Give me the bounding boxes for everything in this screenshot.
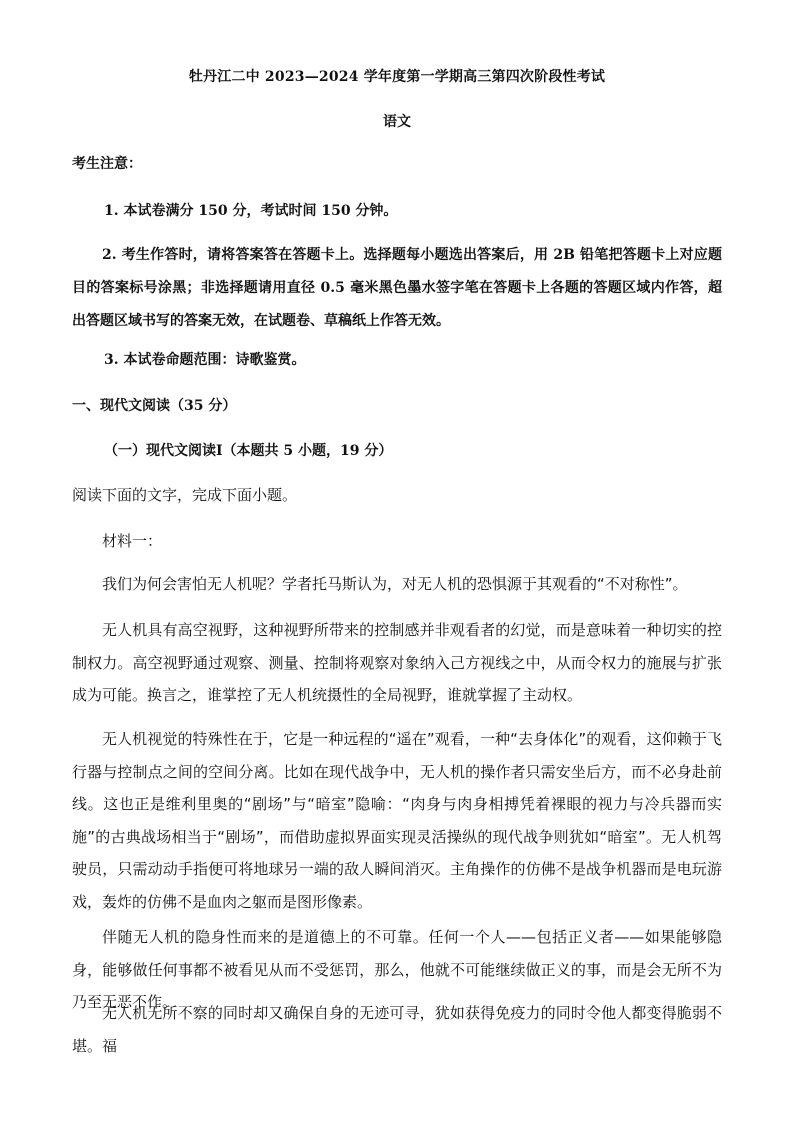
passage-paragraph: 伴随无人机的隐身性而来的是道德上的不可靠。任何一个人——包括正义者——如果能够隐身，能够做任何事都不被看见从而不受惩罚，那么，他就不可能继续做正义的事，而是会无所不为乃至无恶不作。 [72, 928, 722, 1011]
passage-paragraph: 我们为何会害怕无人机呢？学者托马斯认为，对无人机的恐惧源于其观看的“不对称性”。 [102, 575, 688, 593]
section-subheading: （一）现代文阅读Ⅰ（本题共 5 小题，19 分） [104, 443, 393, 459]
exam-title: 牡丹江二中 2023—2024 学年度第一学期高三第四次阶段性考试 [188, 69, 606, 85]
notice-heading: 考生注意： [72, 156, 142, 172]
material-label: 材料一： [102, 532, 163, 550]
passage-paragraph: 无人机视觉的特殊性在于，它是一种远程的“遥在”观看，一种“去身体化”的观看，这仰赖于飞行器与控制点之间的空间分离。比如在现代战争中，无人机的操作者只需安坐后方，而不必身赴前线。这也正是维利里奥的“剧场”与“暗室”隐喻：“肉身与肉身相搏凭着裸眼的视力与冷兵器而实施”的古典战场相当于“剧场”，而借助虚拟界面实现灵活操纵的现代战争则犹如“暗室”。无人机驾驶员，只需动动手指便可将地球另一端的敌人瞬间消灭。主角操作的仿佛不是战争机器而是电玩游戏，轰炸的仿佛不是血肉之躯而是图形像素。 [72, 730, 722, 911]
notice-item-2: 2. 考生作答时，请将答案答在答题卡上。选择题每小题选出答案后，用 2B 铅笔把答题卡上对应题目的答案标号涂黑；非选择题请用直径 0.5 毫米黑色墨水签字笔在答题卡上各题的答题区域内作答，超出答题区域书写的答案无效，在试题卷、草稿纸上作答无效。 [72, 247, 722, 329]
passage-paragraph: 无人机无所不察的同时却又确保自身的无迹可寻，犹如获得免疫力的同时令他人都变得脆弱不堪。福 [72, 1004, 722, 1055]
section-heading: 一、现代文阅读（35 分） [72, 398, 237, 414]
subject-title: 语文 [383, 114, 411, 130]
passage-paragraph: 无人机具有高空视野，这种视野所带来的控制感并非观看者的幻觉，而是意味着一种切实的控制权力。高空视野通过观察、测量、控制将观察对象纳入己方视线之中，从而令权力的施展与扩张成为可能。换言之，谁掌控了无人机统摄性的全局视野，谁就掌握了主动权。 [72, 621, 722, 704]
notice-item-3: 3. 本试卷命题范围：诗歌鉴赏。 [104, 352, 306, 368]
notice-item-1: 1. 本试卷满分 150 分，考试时间 150 分钟。 [104, 203, 398, 219]
reading-instruction: 阅读下面的文字，完成下面小题。 [72, 486, 298, 504]
